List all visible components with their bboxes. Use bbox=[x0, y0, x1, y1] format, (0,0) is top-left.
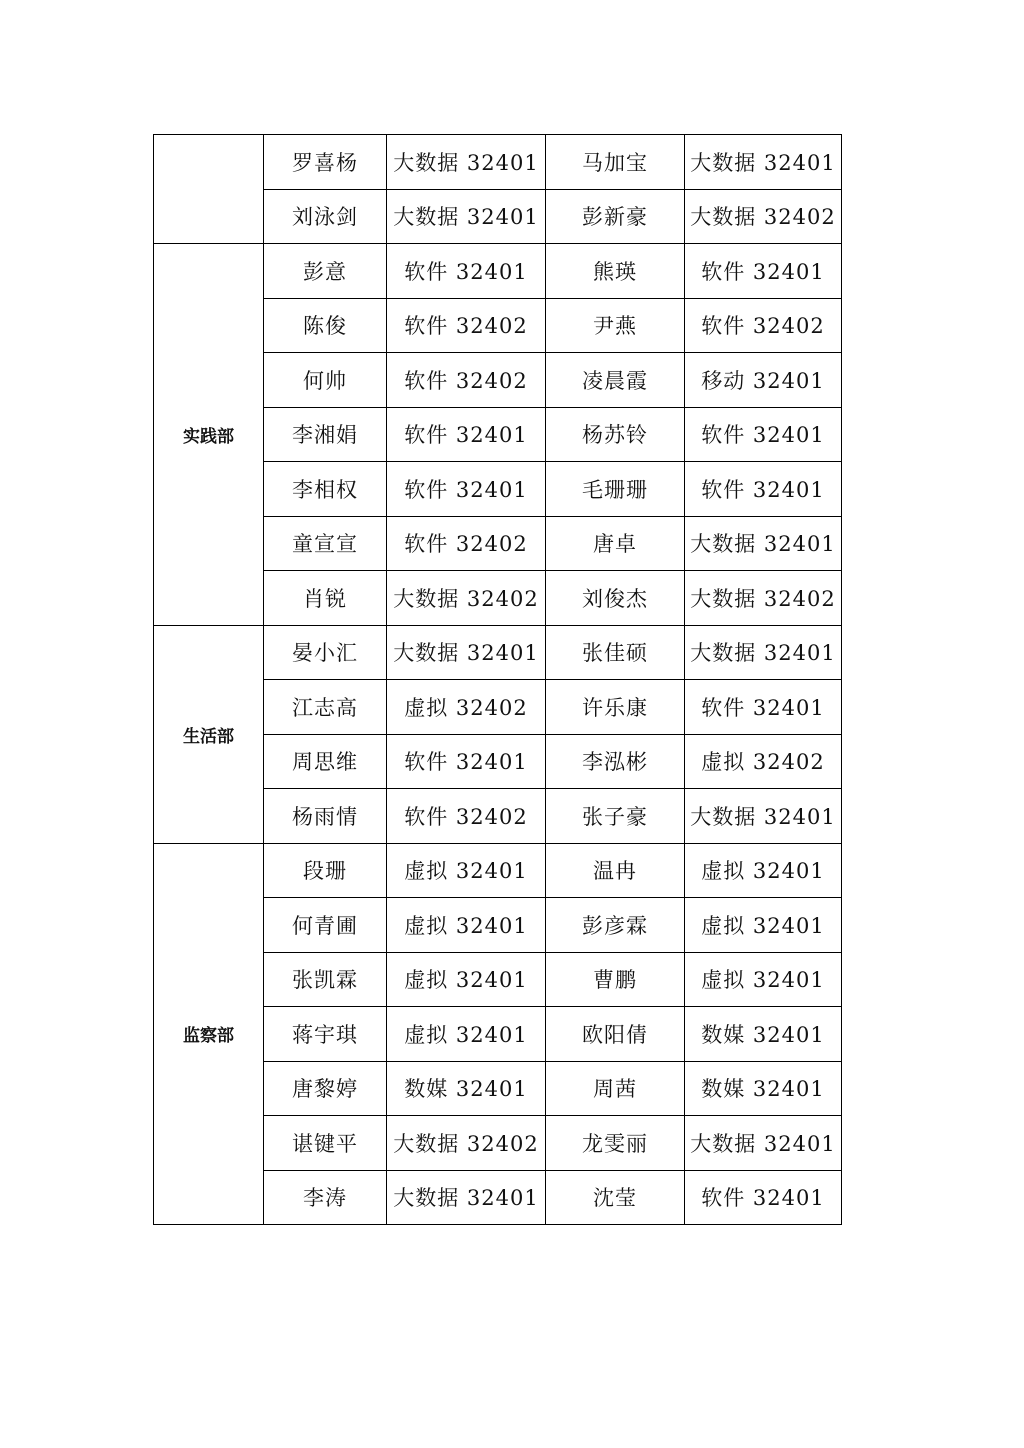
member-class-cell: 大数据 32401 bbox=[685, 789, 842, 844]
member-name-cell: 欧阳倩 bbox=[546, 1007, 685, 1062]
member-class-cell: 大数据 32401 bbox=[387, 189, 546, 244]
member-class-cell: 软件 32401 bbox=[387, 244, 546, 299]
member-class-cell: 软件 32402 bbox=[387, 298, 546, 353]
member-name-cell: 段珊 bbox=[264, 843, 387, 898]
member-class-cell: 虚拟 32402 bbox=[685, 734, 842, 789]
member-class-cell: 虚拟 32402 bbox=[387, 680, 546, 735]
member-class-cell: 大数据 32402 bbox=[685, 571, 842, 626]
member-name-cell: 毛珊珊 bbox=[546, 462, 685, 517]
member-class-cell: 虚拟 32401 bbox=[387, 843, 546, 898]
member-class-cell: 软件 32401 bbox=[685, 680, 842, 735]
member-class-cell: 软件 32401 bbox=[685, 244, 842, 299]
member-name-cell: 蒋宇琪 bbox=[264, 1007, 387, 1062]
member-class-cell: 虚拟 32401 bbox=[685, 898, 842, 953]
member-name-cell: 李泓彬 bbox=[546, 734, 685, 789]
member-name-cell: 江志高 bbox=[264, 680, 387, 735]
member-class-cell: 大数据 32401 bbox=[685, 1116, 842, 1171]
table-row bbox=[154, 244, 842, 299]
department-cell bbox=[154, 135, 264, 244]
member-class-cell: 虚拟 32401 bbox=[387, 1007, 546, 1062]
member-class-cell: 大数据 32401 bbox=[685, 625, 842, 680]
member-class-cell: 大数据 32401 bbox=[387, 625, 546, 680]
member-name-cell: 晏小汇 bbox=[264, 625, 387, 680]
department-cell: 实践部 bbox=[154, 244, 264, 626]
member-name-cell: 肖锐 bbox=[264, 571, 387, 626]
member-class-cell: 大数据 32402 bbox=[387, 1116, 546, 1171]
member-class-cell: 软件 32402 bbox=[387, 353, 546, 408]
member-name-cell: 许乐康 bbox=[546, 680, 685, 735]
member-class-cell: 软件 32401 bbox=[685, 462, 842, 517]
table-row bbox=[154, 135, 842, 190]
member-name-cell: 刘俊杰 bbox=[546, 571, 685, 626]
member-class-cell: 大数据 32401 bbox=[685, 135, 842, 190]
member-name-cell: 张凯霖 bbox=[264, 952, 387, 1007]
member-name-cell: 陈俊 bbox=[264, 298, 387, 353]
member-name-cell: 谌键平 bbox=[264, 1116, 387, 1171]
member-name-cell: 凌晨霞 bbox=[546, 353, 685, 408]
member-class-cell: 软件 32402 bbox=[685, 298, 842, 353]
member-name-cell: 尹燕 bbox=[546, 298, 685, 353]
member-class-cell: 软件 32401 bbox=[387, 734, 546, 789]
member-name-cell: 罗喜杨 bbox=[264, 135, 387, 190]
member-name-cell: 彭彦霖 bbox=[546, 898, 685, 953]
member-class-cell: 软件 32402 bbox=[387, 516, 546, 571]
member-name-cell: 张子豪 bbox=[546, 789, 685, 844]
member-class-cell: 数媒 32401 bbox=[685, 1007, 842, 1062]
member-name-cell: 唐黎婷 bbox=[264, 1061, 387, 1116]
table-row bbox=[154, 843, 842, 898]
member-class-cell: 移动 32401 bbox=[685, 353, 842, 408]
member-name-cell: 李相权 bbox=[264, 462, 387, 517]
member-name-cell: 彭意 bbox=[264, 244, 387, 299]
member-name-cell: 何青圃 bbox=[264, 898, 387, 953]
member-name-cell: 沈莹 bbox=[546, 1170, 685, 1225]
member-table-body bbox=[154, 135, 842, 1225]
member-class-cell: 软件 32401 bbox=[685, 407, 842, 462]
member-name-cell: 温冉 bbox=[546, 843, 685, 898]
member-class-cell: 数媒 32401 bbox=[387, 1061, 546, 1116]
member-class-cell: 虚拟 32401 bbox=[685, 952, 842, 1007]
member-name-cell: 杨苏铃 bbox=[546, 407, 685, 462]
department-cell: 生活部 bbox=[154, 625, 264, 843]
member-class-cell: 软件 32401 bbox=[387, 462, 546, 517]
member-class-cell: 大数据 32402 bbox=[685, 189, 842, 244]
member-name-cell: 李涛 bbox=[264, 1170, 387, 1225]
member-class-cell: 数媒 32401 bbox=[685, 1061, 842, 1116]
member-class-cell: 虚拟 32401 bbox=[685, 843, 842, 898]
member-name-cell: 马加宝 bbox=[546, 135, 685, 190]
member-name-cell: 童宣宣 bbox=[264, 516, 387, 571]
member-name-cell: 唐卓 bbox=[546, 516, 685, 571]
member-class-cell: 大数据 32401 bbox=[387, 135, 546, 190]
member-name-cell: 李湘娟 bbox=[264, 407, 387, 462]
member-table bbox=[153, 134, 842, 1225]
table-row bbox=[154, 625, 842, 680]
member-class-cell: 虚拟 32401 bbox=[387, 898, 546, 953]
member-name-cell: 何帅 bbox=[264, 353, 387, 408]
member-class-cell: 软件 32401 bbox=[685, 1170, 842, 1225]
member-name-cell: 龙雯丽 bbox=[546, 1116, 685, 1171]
member-name-cell: 彭新豪 bbox=[546, 189, 685, 244]
department-cell: 监察部 bbox=[154, 843, 264, 1225]
member-class-cell: 虚拟 32401 bbox=[387, 952, 546, 1007]
member-class-cell: 大数据 32402 bbox=[387, 571, 546, 626]
member-name-cell: 张佳硕 bbox=[546, 625, 685, 680]
member-name-cell: 熊瑛 bbox=[546, 244, 685, 299]
member-class-cell: 大数据 32401 bbox=[685, 516, 842, 571]
member-class-cell: 软件 32402 bbox=[387, 789, 546, 844]
member-name-cell: 刘泳剑 bbox=[264, 189, 387, 244]
member-class-cell: 软件 32401 bbox=[387, 407, 546, 462]
member-name-cell: 周茜 bbox=[546, 1061, 685, 1116]
member-name-cell: 曹鹏 bbox=[546, 952, 685, 1007]
member-name-cell: 杨雨情 bbox=[264, 789, 387, 844]
member-name-cell: 周思维 bbox=[264, 734, 387, 789]
member-class-cell: 大数据 32401 bbox=[387, 1170, 546, 1225]
